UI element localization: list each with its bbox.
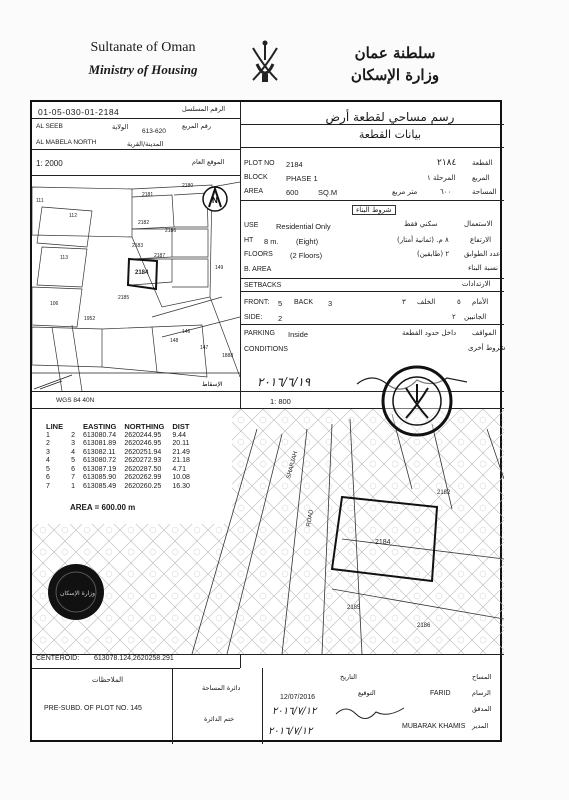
floors-value: (2 Floors) [290,251,323,260]
barea-ar-label: نسبة البناء [468,264,499,272]
height-word: (Eight) [296,237,319,246]
document-title-ar: رسم مساحي لقطعة أرض [325,110,455,124]
distance: 4.71 [172,465,186,473]
area-label: AREA [244,188,264,195]
lower-scale: 1: 800 [270,397,291,406]
floors-ar-label: عدد الطوابق [464,250,501,258]
map-label-2184: 2184 [135,270,149,276]
dept-stamp-ar: ختم الدائرة [204,715,235,723]
front-ar-value: ٥ [457,298,461,306]
front-value: 5 [278,299,283,308]
map-label-2186: 2186 [165,228,177,234]
plot-no-ar-label: القطعة [472,159,493,167]
divider [240,124,504,125]
line-from: 4 [46,457,50,465]
distance: 10.08 [172,474,190,482]
height-label: HT [244,237,254,244]
village-value: AL MABELA NORTH [36,139,97,146]
side-ar-value: ٢ [452,313,456,321]
easting: 613081.89 [83,440,117,448]
map-label-1888: 1888 [222,353,234,359]
height-value: 8 m. [264,237,279,246]
line-from: 3 [46,448,50,456]
north-arrow-label: N [212,196,218,205]
map-label-113: 113 [60,255,68,261]
map-label-148: 148 [170,338,179,344]
line-from: 2 [46,440,50,448]
line-to: 3 [71,440,75,448]
block-label: BLOCK [244,174,268,181]
coordinates-table [42,422,194,491]
location-scale: 1: 2000 [36,159,63,168]
front-label: FRONT: [244,299,270,306]
area-value: 600 [286,188,299,197]
back-label: BACK [294,299,314,306]
region-code: 613-620 [142,128,166,135]
coordinates-row [42,482,194,491]
col-line: LINE [46,422,64,431]
coordinates-row [42,474,194,483]
map-label-2182: 2182 [138,220,150,226]
side-value: 2 [278,314,283,323]
divider [32,149,240,150]
checker-ar: المدقق [472,705,492,713]
distance: 21.49 [172,448,190,456]
map-label-149: 149 [215,265,224,271]
map-label-2187: 2187 [154,253,166,259]
easting: 613085.90 [83,474,117,482]
divider [262,668,263,744]
date-value: 12/07/2016 [280,694,316,701]
region-code-ar: رقم المربع [182,122,212,130]
height-ar-value: ٨ م. (ثمانية أمتار) [397,236,449,244]
wilayat-value: AL SEEB [36,123,63,130]
floors-ar-value: ٢ (طابقين) [417,250,450,258]
northing: 2620262.99 [124,474,162,482]
keyplan-ar: الإسقاط [202,381,223,388]
area-ar-unit: متر مربع [392,188,418,196]
easting: 613080.74 [83,431,117,439]
back-ar-value: ٣ [402,298,406,306]
easting: 613085.49 [83,482,117,490]
coordinates-header-row [42,422,194,431]
line-to: 1 [71,482,75,490]
checker-signature [332,702,412,722]
map-label-2183: 2183 [132,243,144,249]
map-label-2185: 2185 [118,295,130,301]
plot-map-label-2185: 2185 [347,605,361,611]
divider [240,324,504,325]
map-label-106: 106 [50,301,59,307]
barea-label: B. AREA [244,266,272,273]
front-ar-label: الأمام [472,298,489,306]
divider [240,147,504,148]
northing: 2620246.95 [124,440,162,448]
coordinates-row [42,440,194,449]
block-ar-label: المربع [472,174,490,182]
ministry-stamp-icon [380,364,454,438]
plot-serial-ar: الرقم المسلسل [182,105,226,113]
location-ar: الموقع العام [192,158,225,166]
distance: 16.30 [172,482,190,490]
oman-emblem-icon [247,38,283,88]
map-label-112: 112 [69,213,77,219]
block-value: PHASE 1 [286,174,318,183]
divider [32,175,240,176]
distance: 9.44 [172,431,186,439]
remarks-ar: الملاحظات [92,676,124,684]
line-to: 2 [71,431,75,439]
total-area: AREA = 600.00 m [70,503,136,512]
plot-no-label: PLOT NO [244,160,275,167]
sign-ar: التوقيع [358,689,376,697]
conditions-ar-title: شروط البناء [352,205,396,215]
area-ar-label: المساحة [472,188,497,196]
parking-ar-label: المواقف [472,329,497,337]
plot-map-label-2184: 2184 [375,539,391,546]
column-divider [240,102,241,409]
survey-sheet [30,100,506,742]
northing: 2620272.93 [124,457,162,465]
centroid-label: CENTEROID: [36,655,80,662]
director-ar: المدير [472,722,489,730]
line-from: 7 [46,482,50,490]
map-label-111: 111 [36,198,44,204]
map-label-147: 147 [200,345,209,351]
stamp-text: وزارة الإسكان [60,590,96,597]
divider [172,668,173,744]
divider [240,654,241,668]
plot-no-value: 2184 [286,160,303,169]
map-label-146: 146 [182,329,191,335]
date-ar: التاريخ [340,673,357,681]
coordinates-row [42,465,194,474]
parking-ar-value: داخل حدود القطعة [402,329,457,337]
divider [32,118,240,119]
remarks-value: PRE-SUBD. OF PLOT NO. 145 [44,705,142,712]
block-ar-value: المرحلة ١ [427,174,456,182]
side-label: SIDE: [244,314,263,321]
surveyor-ar: المساح [472,673,492,681]
height-ar-label: الارتفاع [470,236,492,244]
distance: 21.18 [172,457,190,465]
header-english [58,40,228,78]
col-northing: NORTHING [124,422,165,431]
divider [240,278,504,279]
director-handwritten: ٢٠١٦/٧/١٢ [268,726,313,737]
back-value: 3 [328,299,333,308]
divider [240,200,504,201]
divider [32,668,240,669]
line-to: 6 [71,465,75,473]
coordinates-row [42,457,194,466]
setbacks-label: SETBACKS [244,282,282,289]
plot-serial: 01-05-030-01-2184 [38,107,120,117]
location-map-drawing [32,177,240,391]
coordinates-row [42,431,194,440]
easting: 613087.19 [83,465,117,473]
northing: 2620244.95 [124,431,162,439]
use-ar-value: سكني فقط [404,220,438,228]
use-value: Residential Only [276,222,331,231]
line-to: 7 [71,474,75,482]
centroid-value: 613078.124,2620258.291 [94,655,174,662]
conditions-ar-label: شروط أخرى [468,344,506,352]
dept-ar: دائرة المساحة [202,684,241,692]
back-ar-label: الخلف [417,298,436,306]
map-label-2181: 2181 [142,192,154,198]
header-ar-line1: سلطنة عمان [354,44,436,62]
department-stamp-icon [46,562,106,622]
location-map [32,177,240,391]
use-label: USE [244,222,259,229]
drafter-name: FARID [430,690,451,697]
northing: 2620260.25 [124,482,162,490]
village-ar: المدينة/القرية [127,140,164,148]
plot-map-label-2182: 2182 [437,490,451,496]
drafter-ar: الرسام [472,689,491,697]
easting: 613080.72 [83,457,117,465]
header-ar-line2: وزارة الإسكان [350,66,440,84]
easting: 613082.11 [83,448,116,456]
wilayat-ar: الولاية [112,123,129,131]
floors-label: FLOORS [244,251,273,258]
plot-map-label-2186: 2186 [417,623,431,629]
side-ar-label: الجانبين [464,313,487,321]
header-en-line1: Sultanate of Oman [90,40,196,55]
checker-handwritten: ٢٠١٦/٧/١٢ [272,706,317,717]
header-arabic [330,42,460,86]
use-ar-label: الاستعمال [464,220,493,228]
map-label-2180: 2180 [182,183,194,189]
divider [240,291,504,292]
coordinates-row [42,448,194,457]
plot-no-ar-value: ٢١٨٤ [437,158,457,168]
col-easting: EASTING [83,422,117,431]
conditions-label: CONDITIONS [244,346,288,353]
map-label-1952: 1952 [84,316,96,322]
setbacks-ar-label: الارتدادات [462,280,491,288]
line-to: 4 [71,448,75,456]
line-from: 6 [46,474,50,482]
projection-label: WGS 84 40N [56,397,95,404]
road-label-road: ROAD [306,509,315,528]
line-from: 1 [46,431,50,439]
line-to: 5 [71,457,75,465]
line-from: 5 [46,465,50,473]
area-ar-value: ٦٠٠ [440,188,452,196]
distance: 20.11 [172,440,190,448]
road-label-sharjah: SHARJAH [286,450,300,480]
plot-data-title-ar: بيانات القطعة [358,128,422,141]
northing: 2620251.94 [124,448,162,456]
director-name: MUBARAK KHAMIS [402,723,466,730]
issue-date-handwritten: ٢٠١٦/٦/١٩ [257,375,311,389]
area-unit: SQ.M [318,188,338,197]
col-dist: DIST [172,422,190,431]
parking-label: PARKING [244,330,275,337]
northing: 2620287.50 [124,465,162,473]
parking-value: Inside [288,330,309,339]
header-en-line2: Ministry of Housing [88,62,198,77]
